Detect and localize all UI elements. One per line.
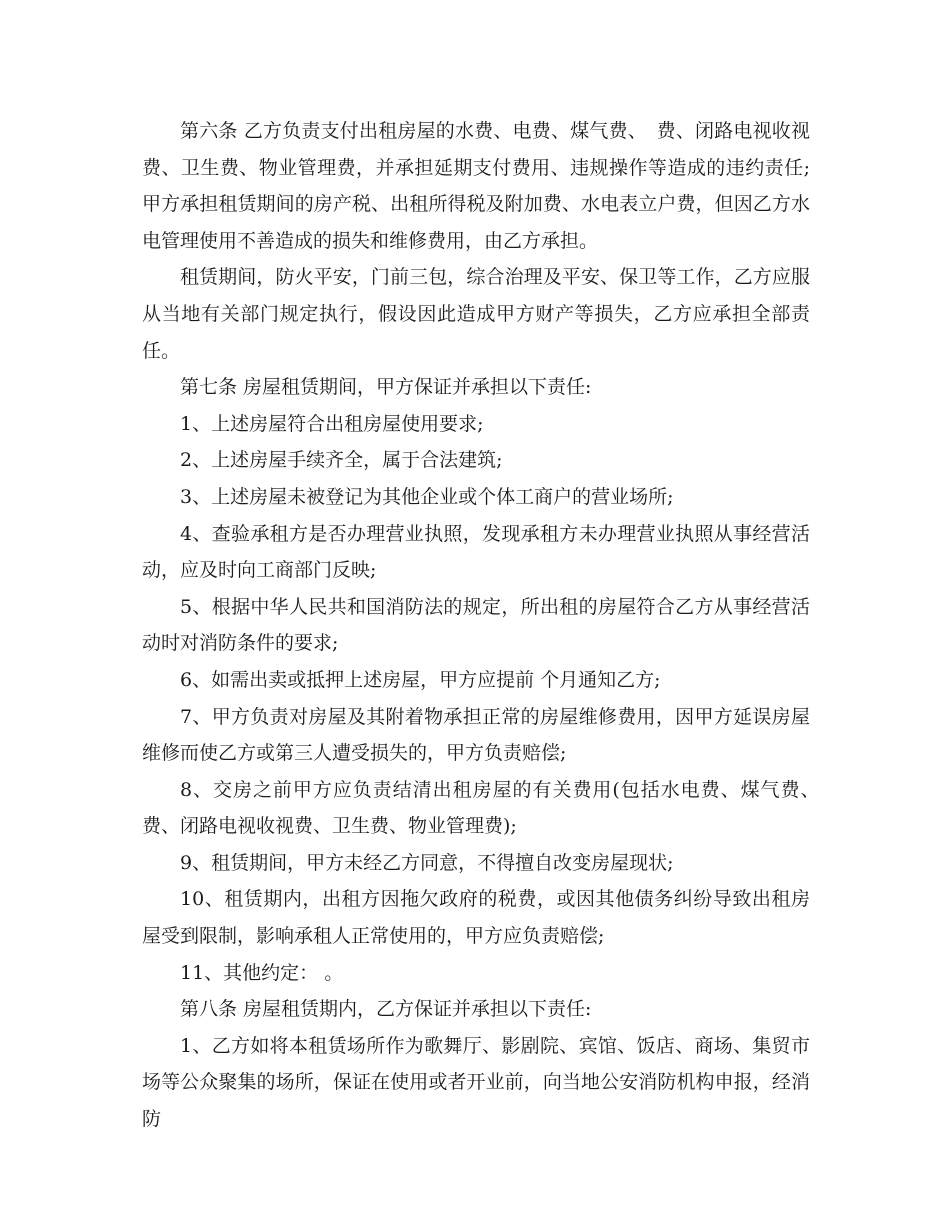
- clause-7-item-11: 11、其他约定： 。: [180, 961, 344, 984]
- clause-7-item-6: 6、如需出卖或抵押上述房屋，甲方应提前 个月通知乙方;: [180, 668, 661, 691]
- clause-6-paragraph: 第六条 乙方负责支付出租房屋的水费、电费、煤气费、 费、闭路电视收视费、卫生费、物业管理费，并承担延期支付费用、违规操作等造成的违约责任;甲方承担租赁期间的房产税、出租所得税及附加费、水电表立户费，但因乙方水电管理使用不善造成的损失和维修费用，由乙方承担。: [142, 120, 810, 252]
- clause-7-item-3: 3、上述房屋未被登记为其他企业或个体工商户的营业场所;: [180, 485, 674, 508]
- clause-8-item-1: 1、乙方如将本租赁场所作为歌舞厅、影剧院、宾馆、饭店、商场、集贸市场等公众聚集的场所，保证在使用或者开业前，向当地公安消防机构申报，经消防: [142, 1034, 810, 1131]
- clause-7-item-1: 1、上述房屋符合出租房屋使用要求;: [180, 412, 484, 435]
- clause-7-heading: 第七条 房屋租赁期间，甲方保证并承担以下责任:: [180, 376, 592, 399]
- clause-7-item-8: 8、交房之前甲方应负责结清出租房屋的有关费用(包括水电费、煤气费、 费、闭路电视收视费、卫生费、物业管理费);: [142, 778, 830, 838]
- clause-7-item-5: 5、根据中华人民共和国消防法的规定，所出租的房屋符合乙方从事经营活动时对消防条件的要求;: [142, 595, 810, 655]
- clause-8-heading: 第八条 房屋租赁期内，乙方保证并承担以下责任:: [180, 998, 592, 1021]
- clause-7-item-10: 10、租赁期内，出租方因拖欠政府的税费，或因其他债务纠纷导致出租房屋受到限制，影响承租人正常使用的，甲方应负责赔偿;: [142, 888, 810, 948]
- clause-7-item-7: 7、甲方负责对房屋及其附着物承担正常的房屋维修费用，因甲方延误房屋维修而使乙方或第三人遭受损失的，甲方负责赔偿;: [142, 705, 810, 765]
- document-body: [142, 113, 830, 1138]
- clause-7-item-2: 2、上述房屋手续齐全，属于合法建筑;: [180, 449, 503, 472]
- fire-safety-paragraph: 租赁期间，防火平安，门前三包，综合治理及平安、保卫等工作，乙方应服从当地有关部门规定执行，假设因此造成甲方财产等损失，乙方应承担全部责任。: [142, 266, 810, 362]
- clause-7-item-9: 9、租赁期间，甲方未经乙方同意，不得擅自改变房屋现状;: [180, 851, 674, 874]
- clause-7-item-4: 4、查验承租方是否办理营业执照，发现承租方未办理营业执照从事经营活动，应及时向工商部门反映;: [142, 522, 810, 582]
